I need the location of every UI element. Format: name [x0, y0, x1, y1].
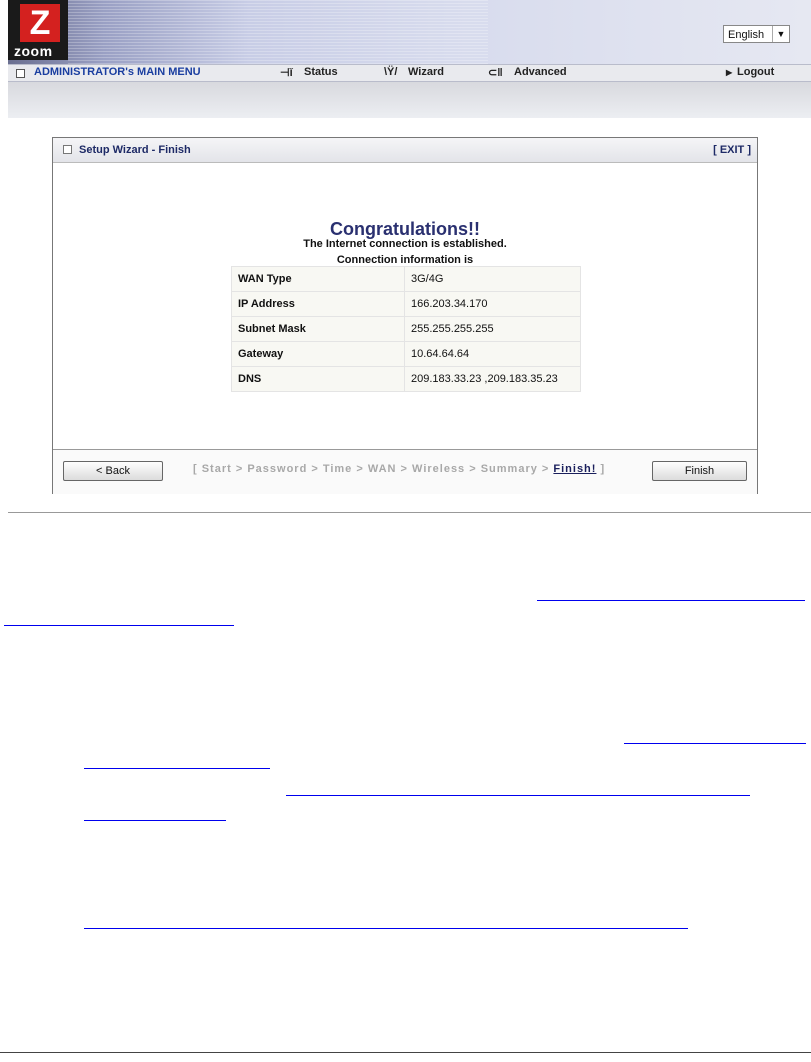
row-value: 255.255.255.255 — [405, 317, 581, 342]
language-value: English — [728, 29, 765, 41]
doc-link-4a[interactable] — [624, 743, 806, 744]
row-value: 209.183.33.23 ,209.183.35.23 — [405, 367, 581, 392]
exit-link[interactable]: [ EXIT ] — [713, 144, 751, 156]
doc-link-3[interactable] — [84, 928, 688, 929]
admin-main-menu[interactable]: ADMINISTRATOR's MAIN MENU — [34, 66, 201, 78]
main-menu-bar — [8, 64, 811, 82]
setup-wizard-panel — [52, 137, 758, 494]
menu-advanced[interactable]: Advanced — [514, 66, 567, 78]
steps-prefix: [ Start > Password > Time > WAN > Wireless > Summary > — [193, 463, 554, 475]
logo-word: zoom — [14, 43, 53, 59]
menu-logout[interactable]: Logout — [737, 66, 775, 78]
menu-status[interactable]: Status — [304, 66, 338, 78]
step-current[interactable]: Finish! — [553, 463, 597, 475]
table-row — [232, 292, 581, 317]
logo-letter: Z — [20, 4, 60, 42]
submenu-bar — [8, 82, 811, 118]
row-label: DNS — [232, 367, 405, 392]
wizard-icon: \Ÿ/ — [384, 66, 398, 78]
advanced-icon: ⊂ǁ — [488, 67, 503, 79]
doc-link-4b[interactable] — [84, 768, 270, 769]
table-row — [232, 342, 581, 367]
table-row — [232, 367, 581, 392]
wizard-steps — [193, 463, 605, 475]
panel-title: Setup Wizard - Finish — [79, 144, 191, 156]
doc-link-2b[interactable] — [84, 820, 226, 821]
logout-arrow-icon: ▶ — [726, 68, 733, 77]
doc-link-2a[interactable] — [286, 795, 750, 796]
header-banner — [8, 0, 811, 64]
language-select[interactable] — [723, 25, 790, 43]
doc-link-1a[interactable] — [537, 600, 805, 601]
connection-info-text: Connection information is — [336, 254, 474, 266]
table-row — [232, 317, 581, 342]
panel-header — [53, 138, 757, 163]
page-bottom-rule — [0, 1052, 811, 1053]
connection-table — [231, 266, 581, 392]
row-label: Subnet Mask — [232, 317, 405, 342]
row-label: Gateway — [232, 342, 405, 367]
row-value: 3G/4G — [405, 267, 581, 292]
row-label: IP Address — [232, 292, 405, 317]
zoom-logo — [8, 0, 68, 60]
doc-link-1b[interactable] — [4, 625, 234, 626]
row-label: WAN Type — [232, 267, 405, 292]
router-ui-screenshot — [8, 0, 811, 513]
back-button[interactable]: < Back — [63, 461, 163, 481]
banner-stripes — [68, 0, 488, 64]
status-icon: ⊣ǐ — [280, 67, 293, 79]
finish-button[interactable]: Finish — [652, 461, 747, 481]
panel-square-icon — [63, 145, 72, 154]
table-row — [232, 267, 581, 292]
menu-wizard[interactable]: Wizard — [408, 66, 444, 78]
row-value: 10.64.64.64 — [405, 342, 581, 367]
panel-footer — [53, 449, 757, 494]
row-value: 166.203.34.170 — [405, 292, 581, 317]
congrats-heading: Congratulations!! — [330, 219, 480, 239]
chevron-down-icon[interactable]: ▼ — [772, 26, 789, 42]
steps-suffix: ] — [596, 463, 606, 475]
established-text: The Internet connection is established. — [303, 238, 507, 250]
